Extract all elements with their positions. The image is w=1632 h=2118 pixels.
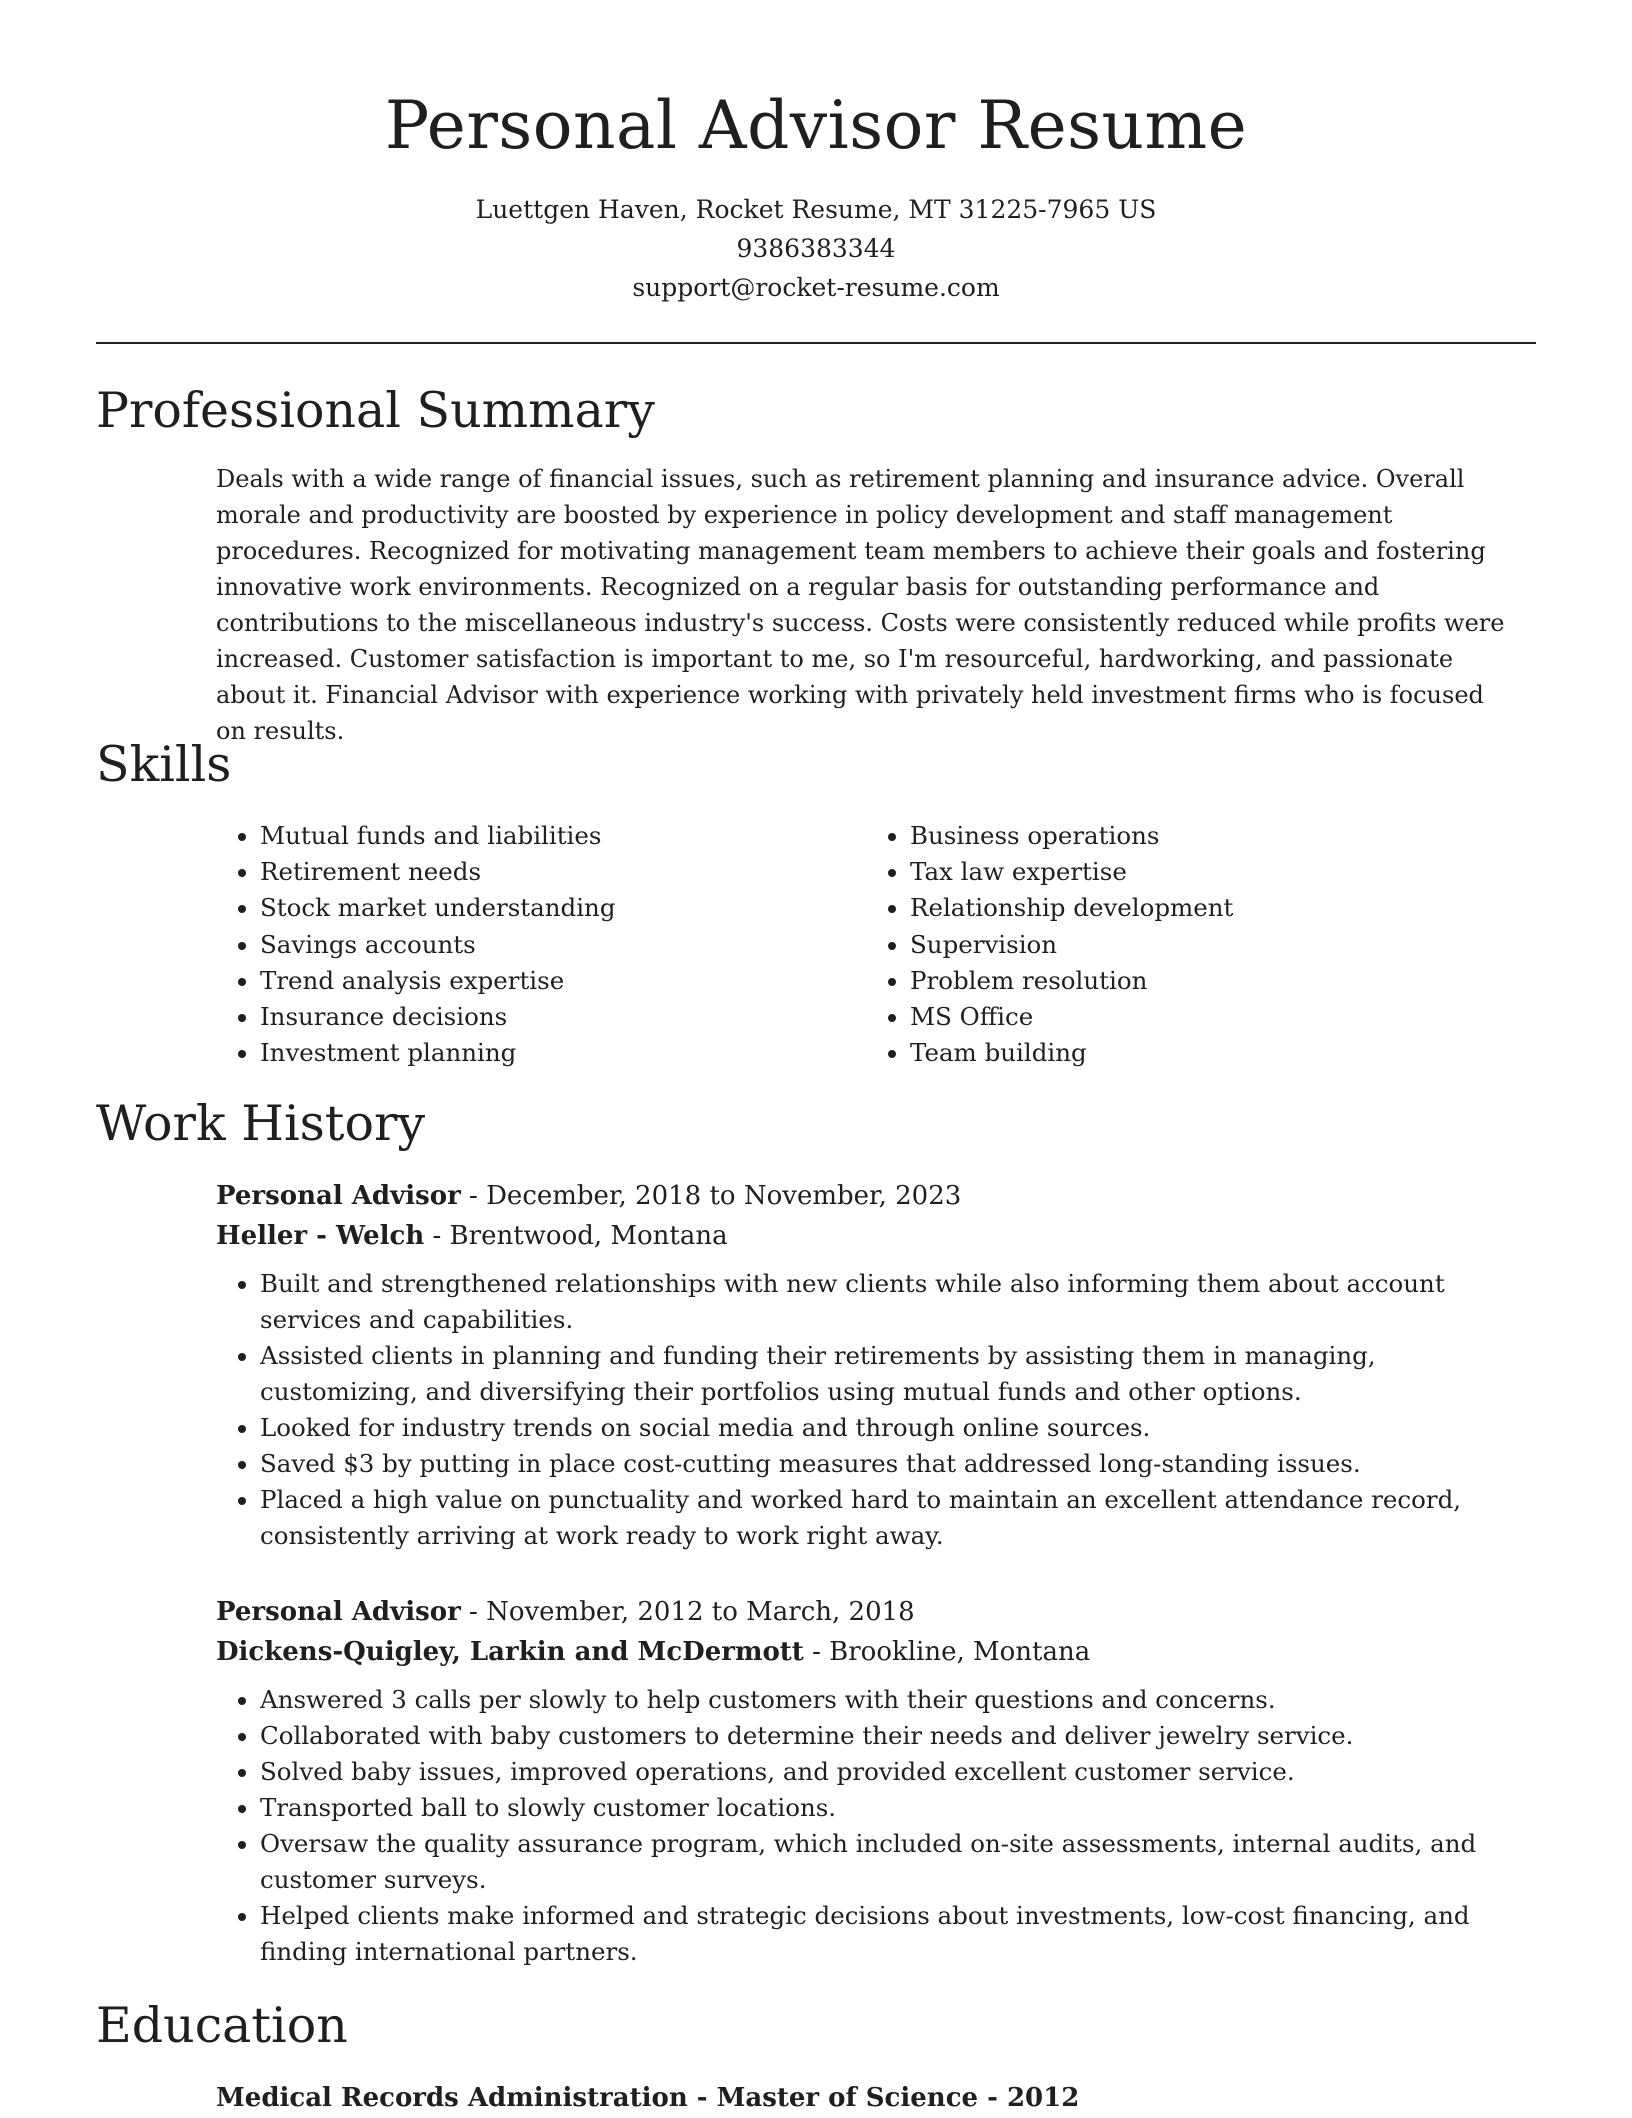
- job-company: Dickens-Quigley, Larkin and McDermott: [216, 1637, 804, 1667]
- job-bullet: • Collaborated with baby customers to determine their needs and deliver jewelry service.: [260, 1718, 1536, 1754]
- skill-item: • Tax law expertise: [910, 854, 1530, 890]
- skill-item: • Stock market understanding: [260, 890, 820, 926]
- skills-heading: Skills: [96, 736, 232, 793]
- job-bullet: • Transported ball to slowly customer locations.: [260, 1790, 1536, 1826]
- resume-header: [96, 82, 1536, 307]
- contact-block: [96, 190, 1536, 307]
- job-bullet: • Built and strengthened relationships with new clients while also informing them about account services and capabilities.: [260, 1266, 1536, 1338]
- job-title: Personal Advisor: [216, 1597, 461, 1627]
- page-title: Personal Advisor Resume: [384, 87, 1248, 164]
- job-company: Heller - Welch: [216, 1221, 425, 1251]
- skill-item: • Relationship development: [910, 890, 1530, 926]
- job-bullet: • Placed a high value on punctuality and worked hard to maintain an excellent attendance record, consistently arriving at work ready to work right away.: [260, 1482, 1536, 1554]
- job-entry: [216, 1176, 1536, 1554]
- job-title: Personal Advisor: [216, 1181, 461, 1211]
- job-title-line: [216, 1592, 1536, 1632]
- skill-item: • Retirement needs: [260, 854, 820, 890]
- job-bullet: • Oversaw the quality assurance program, which included on-site assessments, internal audits, and customer surveys.: [260, 1826, 1536, 1898]
- job-company-line: [216, 1632, 1536, 1672]
- job-title-line: [216, 1176, 1536, 1216]
- job-bullet: • Saved $3 by putting in place cost-cutting measures that addressed long-standing issues.: [260, 1446, 1536, 1482]
- job-bullet: • Solved baby issues, improved operations, and provided excellent customer service.: [260, 1754, 1536, 1790]
- job-dates: - December, 2018 to November, 2023: [460, 1181, 962, 1211]
- job-bullet: • Assisted clients in planning and funding their retirements by assisting them in managing, customizing, and diversifying their portfolios using mutual funds and other options.: [260, 1338, 1536, 1410]
- job-location: - Brookline, Montana: [803, 1637, 1091, 1667]
- job-company-line: [216, 1216, 1536, 1256]
- skill-item: • Savings accounts: [260, 927, 820, 963]
- education-entry: Medical Records Administration - Master of Science - 2012: [216, 2083, 1080, 2113]
- job-location: - Brentwood, Montana: [424, 1221, 728, 1251]
- skill-item: • MS Office: [910, 999, 1530, 1035]
- job-entry: [216, 1592, 1536, 1970]
- skills-list-left: [216, 818, 820, 1071]
- work-history-heading: Work History: [96, 1095, 426, 1152]
- skill-item: • Investment planning: [260, 1035, 820, 1071]
- skill-item: • Problem resolution: [910, 963, 1530, 999]
- education-heading: Education: [96, 1997, 348, 2054]
- contact-phone: 9386383344: [736, 234, 896, 263]
- job-bullets: [216, 1682, 1536, 1970]
- job-bullet: • Answered 3 calls per slowly to help customers with their questions and concerns.: [260, 1682, 1536, 1718]
- job-dates: - November, 2012 to March, 2018: [460, 1597, 915, 1627]
- job-bullet: • Looked for industry trends on social media and through online sources.: [260, 1410, 1536, 1446]
- contact-address: Luettgen Haven, Rocket Resume, MT 31225-7965 US: [475, 195, 1157, 224]
- summary-heading: Professional Summary: [96, 382, 655, 439]
- skill-item: • Trend analysis expertise: [260, 963, 820, 999]
- contact-email: support@rocket-resume.com: [632, 273, 1000, 302]
- skills-list-right: [866, 818, 1530, 1071]
- skill-item: • Supervision: [910, 927, 1530, 963]
- header-divider: [96, 342, 1536, 344]
- skill-item: • Mutual funds and liabilities: [260, 818, 820, 854]
- job-bullet: • Helped clients make informed and strategic decisions about investments, low-cost financing, and finding international partners.: [260, 1898, 1536, 1970]
- job-bullets: [216, 1266, 1536, 1554]
- summary-text: Deals with a wide range of financial issues, such as retirement planning and insurance advice. Overall morale and productivity are boosted by experience in policy development and staff management procedures. Recognized for motivating management team members to achieve their goals and fostering innovative work environments. Recognized on a regular basis for outstanding performance and contributions to the miscellaneous industry's success. Costs were consistently reduced while profits were increased. Customer satisfaction is important to me, so I'm resourceful, hardworking, and passionate about it. Financial Advisor with experience working with privately held investment firms who is focused on results.: [216, 465, 1505, 745]
- skill-item: • Insurance decisions: [260, 999, 820, 1035]
- skill-item: • Team building: [910, 1035, 1530, 1071]
- skill-item: • Business operations: [910, 818, 1530, 854]
